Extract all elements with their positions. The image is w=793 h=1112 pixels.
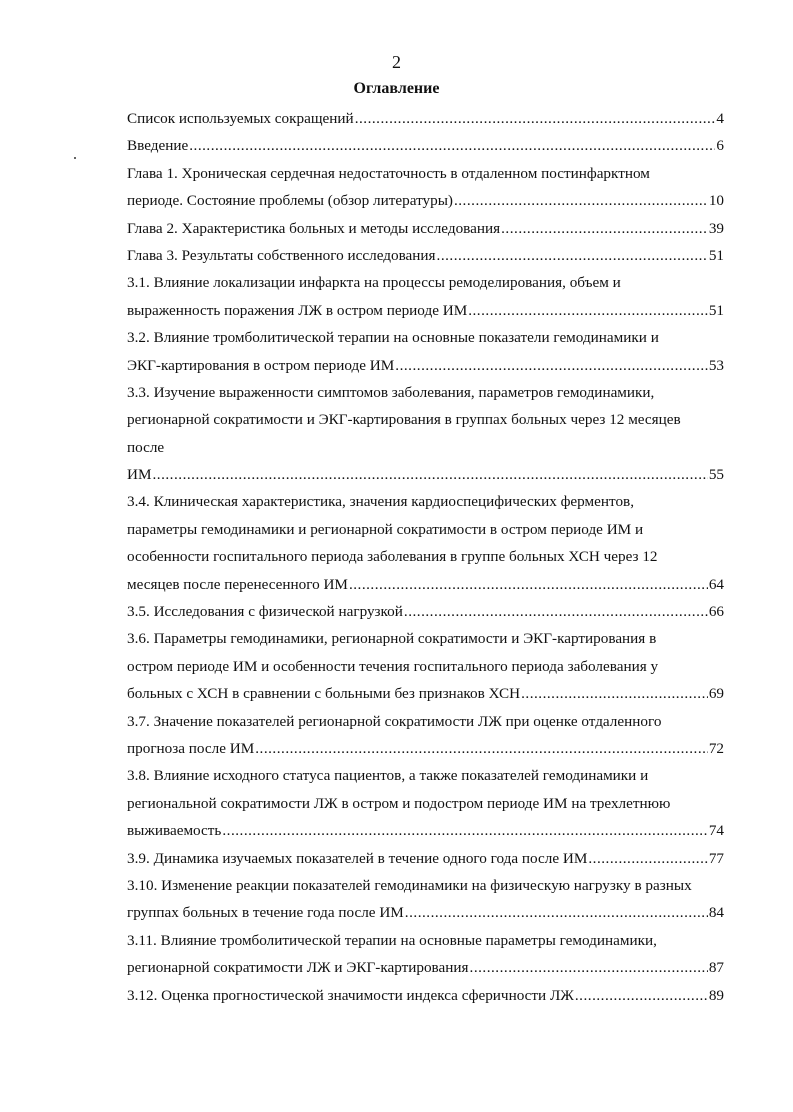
dot-leader xyxy=(468,297,708,324)
toc-entry-last-line xyxy=(127,297,724,324)
toc-entry[interactable] xyxy=(127,269,724,324)
dot-leader xyxy=(521,680,708,707)
toc-entry-last-line xyxy=(127,461,724,488)
toc-entry-text: Глава 2. Характеристика больных и методы исследования xyxy=(127,219,501,237)
dot-leader xyxy=(437,242,708,269)
toc-entry-text: прогноза после ИМ xyxy=(127,739,255,757)
dot-leader xyxy=(349,571,708,598)
dot-leader xyxy=(470,954,708,981)
toc-entry[interactable] xyxy=(127,132,724,159)
dot-leader xyxy=(588,845,707,872)
toc-entry-text: 3.12. Оценка прогностической значимости индекса сферичности ЛЖ xyxy=(127,986,574,1004)
toc-entry-text: месяцев после перенесенного ИМ xyxy=(127,575,348,593)
toc-entry-last-line xyxy=(127,242,724,269)
toc-entry-page: 10 xyxy=(708,192,724,210)
toc-entry-last-line xyxy=(127,571,724,598)
toc-entry-page: 51 xyxy=(708,301,724,319)
page-number: 2 xyxy=(392,52,401,72)
toc-entry-text: ЭКГ-картирования в остром периоде ИМ xyxy=(127,356,395,374)
toc-entry-last-line xyxy=(127,954,724,981)
toc-entry-text: 3.5. Исследования с физической нагрузкой xyxy=(127,603,403,621)
toc-entry-text-line: 3.2. Влияние тромболитической терапии на основные показатели гемодинамики и xyxy=(127,329,659,347)
toc-entry-text: Список используемых сокращений xyxy=(127,110,354,127)
toc-entry-text: ИМ xyxy=(127,466,152,484)
toc-entry-last-line xyxy=(127,598,724,625)
dot-leader xyxy=(355,105,716,132)
dot-leader xyxy=(501,215,708,242)
toc-entry-text-line: регионарной сократимости и ЭКГ-картирования в группах больных через 12 месяцев xyxy=(127,411,681,429)
toc-entry[interactable] xyxy=(127,625,724,707)
toc-entry-text-line: 3.4. Клиническая характеристика, значения кардиоспецифических ферментов, xyxy=(127,493,635,511)
toc-entry-text-line: 3.7. Значение показателей регионарной сократимости ЛЖ при оценке отдаленного xyxy=(127,712,662,730)
toc-entry-text: выживаемость xyxy=(127,822,222,840)
toc-entry-page: 39 xyxy=(708,219,724,237)
toc-entry-last-line xyxy=(127,680,724,707)
toc-entry-text-line: 3.11. Влияние тромболитической терапии на основные параметры гемодинамики, xyxy=(127,931,657,949)
toc-entry-page: 53 xyxy=(708,356,724,374)
toc-entry-page: 77 xyxy=(708,849,724,867)
table-of-contents xyxy=(127,105,724,1009)
toc-entry-text-line: остром периоде ИМ и особенности течения госпитального периода заболевания у xyxy=(127,657,659,675)
toc-entry[interactable] xyxy=(127,324,724,379)
toc-entry-text-line: после xyxy=(127,438,165,456)
toc-entry[interactable] xyxy=(127,927,724,982)
toc-entry-text: регионарной сократимости ЛЖ и ЭКГ-картирования xyxy=(127,959,469,977)
toc-entry-page: 6 xyxy=(716,137,724,155)
toc-entry-text: больных с ХСН в сравнении с больными без признаков ХСН xyxy=(127,685,521,703)
toc-entry[interactable] xyxy=(127,488,724,598)
toc-entry-text: выраженность поражения ЛЖ в остром периоде ИМ xyxy=(127,301,468,319)
toc-entry-text: 3.9. Динамика изучаемых показателей в течение одного года после ИМ xyxy=(127,849,588,867)
toc-entry[interactable] xyxy=(127,160,724,215)
toc-entry-text: Глава 3. Результаты собственного исследования xyxy=(127,246,436,264)
toc-entry-text-line: параметры гемодинамики и регионарной сократимости в остром периоде ИМ и xyxy=(127,520,644,538)
toc-entry-page: 4 xyxy=(716,110,724,127)
toc-entry[interactable] xyxy=(127,762,724,844)
toc-entry-last-line xyxy=(127,132,724,159)
dot-leader xyxy=(404,598,708,625)
toc-entry-last-line xyxy=(127,352,724,379)
toc-entry-text-line: 3.3. Изучение выраженности симптомов заболевания, параметров гемодинамики, xyxy=(127,383,655,401)
toc-entry-page: 74 xyxy=(708,822,724,840)
toc-entry-last-line xyxy=(127,817,724,844)
toc-entry-page: 87 xyxy=(708,959,724,977)
toc-entry[interactable] xyxy=(127,708,724,763)
toc-entry-page: 64 xyxy=(708,575,724,593)
dot-leader xyxy=(405,899,708,926)
dot-leader xyxy=(189,132,715,159)
toc-entry[interactable] xyxy=(127,105,724,132)
toc-entry-page: 55 xyxy=(708,466,724,484)
dot-leader xyxy=(152,461,707,488)
toc-entry-page: 84 xyxy=(708,904,724,922)
toc-entry[interactable] xyxy=(127,598,724,625)
toc-title: Оглавление xyxy=(353,80,440,97)
toc-entry-text-line: Глава 1. Хроническая сердечная недостаточность в отдаленном постинфарктном xyxy=(127,164,650,182)
toc-entry-last-line xyxy=(127,735,724,762)
toc-entry[interactable] xyxy=(127,872,724,927)
toc-entry-page: 69 xyxy=(708,685,724,703)
toc-entry[interactable] xyxy=(127,982,724,1009)
toc-entry-text-line: 3.8. Влияние исходного статуса пациентов, а также показателей гемодинамики и xyxy=(127,767,649,785)
scan-speck xyxy=(74,157,76,159)
dot-leader xyxy=(395,352,708,379)
dot-leader xyxy=(255,735,708,762)
dot-leader xyxy=(222,817,707,844)
toc-entry-last-line xyxy=(127,899,724,926)
toc-entry[interactable] xyxy=(127,215,724,242)
toc-entry-last-line xyxy=(127,105,724,132)
toc-entry-page: 89 xyxy=(708,986,724,1004)
toc-entry-page: 72 xyxy=(708,739,724,757)
toc-entry-text-line: 3.1. Влияние локализации инфаркта на процессы ремоделирования, объем и xyxy=(127,274,621,292)
dot-leader xyxy=(575,982,708,1009)
toc-entry-text-line: особенности госпитального периода заболевания в группе больных ХСН через 12 xyxy=(127,548,658,566)
toc-entry-page: 66 xyxy=(708,603,724,621)
toc-entry-text: группах больных в течение года после ИМ xyxy=(127,904,404,922)
toc-entry-text: Введение xyxy=(127,137,189,155)
toc-entry[interactable] xyxy=(127,845,724,872)
toc-entry-page: 51 xyxy=(708,246,724,264)
dot-leader xyxy=(454,187,708,214)
toc-entry[interactable] xyxy=(127,242,724,269)
toc-entry-last-line xyxy=(127,215,724,242)
toc-entry-last-line xyxy=(127,187,724,214)
toc-entry-text-line: 3.10. Изменение реакции показателей гемодинамики на физическую нагрузку в разных xyxy=(127,876,692,894)
toc-entry-text: периоде. Состояние проблемы (обзор литературы) xyxy=(127,192,453,210)
toc-entry-text-line: 3.6. Параметры гемодинамики, регионарной сократимости и ЭКГ-картирования в xyxy=(127,630,657,648)
toc-entry-text-line: региональной сократимости ЛЖ в остром и подостром периоде ИМ на трехлетнюю xyxy=(127,794,671,812)
toc-entry-last-line xyxy=(127,845,724,872)
toc-entry[interactable] xyxy=(127,379,724,489)
toc-entry-last-line xyxy=(127,982,724,1009)
